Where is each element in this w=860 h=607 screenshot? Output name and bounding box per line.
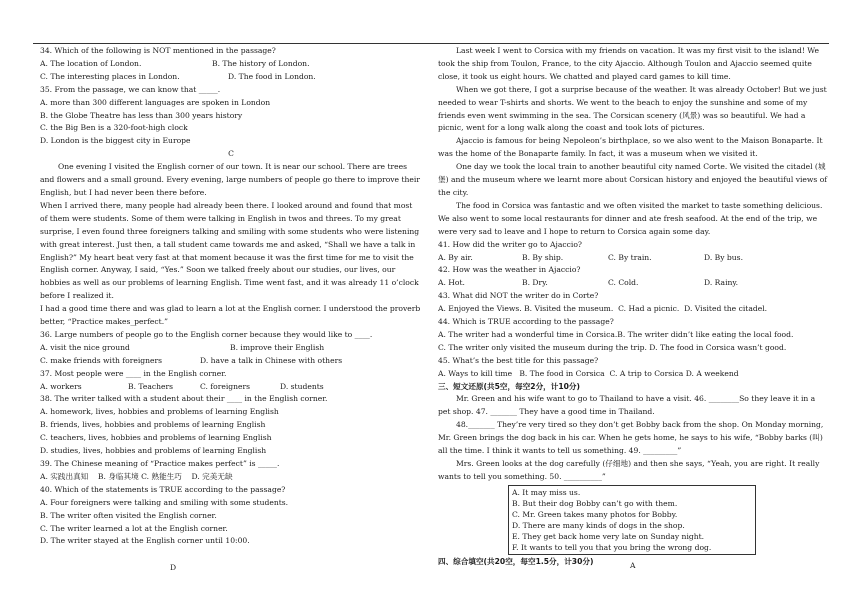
box-option-b: B. But their dog Bobby can’t go with them. [512,498,678,508]
passage-c-paragraph-1: One evening I visited the English corner of our town. It is near our school. There are trees and flowers and a small ground. Every evening, large numbers of people go there to improve their English, but I had never been there before. [40,162,420,197]
q41-option-b: B. By ship. [522,252,564,262]
q42-option-a: A. Hot. [438,278,465,288]
section-c-heading: C [228,149,234,159]
box-option-f: F. It wants to tell you that you bring the wrong dog. [512,542,712,552]
section-d-heading: D [170,563,177,572]
q40-option-b: B. The writer often visited the English corner. [40,510,217,520]
passage-d-paragraph-3: Ajaccio is famous for being Nepoleon’s birthplace, so we also went to the Maison Bonaparte. It was the home of the Bonaparte family. In fact, it was a museum when we visited it. [438,136,823,159]
box-option-a: A. It may miss us. [512,487,581,497]
q38-option-a: A. homework, lives, hobbies and problems of learning English [40,407,279,417]
q42-stem: 42. How was the weather in Ajaccio? [438,265,581,275]
q38-option-c: C. teachers, lives, hobbies and problems of learning English [40,433,272,443]
q41-option-c: C. By train. [608,252,652,262]
passage-c-paragraph-2: When I arrived there, many people had already been there. I looked around and found that most of them were students. Some of them were talking in English in twos and threes. To my great surprise, I even found three foreigners talking and smiling with some students who were listening with great interest. Just then, a tall student came towards me and asked, “Shall we have a talk in English?” My heart beat very fast at that moment because it was the first time for me to visit the English corner. Anyway, I said, “Yes.” Soon we talked freely about our studies, our lives, our hobbies as well as our problems of learning English. Time went fast, and it was already 11 o’clock before I realized it. [40,200,420,301]
q40-option-d: D. The writer stayed at the English corner until 10:00. [40,536,250,546]
q37-option-d: D. students [280,381,324,391]
q34-options-cd [40,71,422,84]
q41-option-a: A. By air. [438,252,473,262]
q38-option-d: D. studies, lives, hobbies and problems of learning English [40,446,267,456]
q40-stem: 40. Which of the statements is TRUE according to the passage? [40,484,286,494]
q36-option-a: A. visit the nice ground [40,342,130,352]
box-option-d: D. There are many kinds of dogs in the shop. [512,520,685,530]
q38-option-b: B. friends, lives, hobbies and problems of learning English [40,420,266,430]
q36-options-ab [40,342,422,355]
q36-option-d: D. have a talk in Chinese with others [200,355,343,365]
section-4-heading: 四、综合填空(共20空，每空1.5分，计30分) [438,556,594,566]
options-box [508,485,756,555]
q39-options: A. 实践出真知 B. 身临其境 C. 熟能生巧 D. 完美无缺 [40,471,233,481]
q36-option-c: C. make friends with foreigners [40,355,163,365]
left-column [40,45,422,548]
box-option-e: E. They get back home very late on Sunday night. [512,531,705,541]
q34-option-d: D. The food in London. [228,71,316,81]
passage-d-paragraph-2: When we got there, I got a surprise because of the weather. It was already October! But we just needed to wear T-shirts and shorts. We went to the beach to enjoy the sunshine and some of my friends even went swimming in the sea. The Corsican scenery (风景) was so beautiful. We had a picnic, went for a long walk along the coast and took lots of pictures. [438,84,827,133]
q41-option-d: D. By bus. [704,252,743,262]
passage-d-paragraph-1: Last week I went to Corsica with my friends on vacation. It was my first visit to the island! We took the ship from Toulon, France, to the city Ajaccio. Although Toulon and Ajaccio seemed quite close, it took us eight hours. We chatted and played card games to kill time. [438,46,819,81]
q34-options-ab [40,58,422,71]
q36-stem: 36. Large numbers of people go to the English corner because they would like to ____. [40,329,373,339]
passage-d-paragraph-5: The food in Corsica was fantastic and we often visited the market to taste something delicious. We also went to some local restaurants for dinner and ate fresh seafood. At the end of the trip, we were very sad to leave and I hope to return to Corsica again some day. [438,200,823,236]
q41-options [438,252,830,265]
q42-option-c: C. Cold. [608,278,639,288]
q37-options [40,381,422,394]
q40-option-c: C. The writer learned a lot at the English corner. [40,523,228,533]
q35-stem: 35. From the passage, we can know that _____. [40,84,221,94]
q44-options-ab: A. The writer had a wonderful time in Corsica.B. The writer didn’t like eating the local food. [438,329,794,339]
box-option-c: C. Mr. Green takes many photos for Bobby. [512,509,678,519]
q43-stem: 43. What did NOT the writer do in Corte? [438,291,599,301]
section-4-letter: A [630,561,636,570]
section-3-paragraph-1: Mr. Green and his wife want to go to Thailand to have a visit. 46. ________So they leave it in a pet shop. 47. _______ They have a good time in Thailand. [438,394,816,417]
q37-option-a: A. workers [40,381,82,391]
q37-option-c: C. foreigners [200,381,251,391]
q37-option-b: B. Teachers [128,381,174,391]
q44-stem: 44. Which is TRUE according to the passage? [438,317,614,327]
q45-options: A. Ways to kill time B. The food in Corsica C. A trip to Corsica D. A weekend [438,368,739,378]
q42-options [438,277,830,290]
q34-option-b: B. The history of London. [212,58,310,68]
q34-option-c: C. The interesting places in London. [40,71,180,81]
q45-stem: 45. What’s the best title for this passage? [438,355,599,365]
q40-option-a: A. Four foreigners were talking and smiling with some students. [40,497,289,507]
q35-option-a: A. more than 300 different languages are spoken in London [40,97,271,107]
header-rule [33,43,829,44]
q42-option-d: D. Rainy. [704,278,739,288]
q41-stem: 41. How did the writer go to Ajaccio? [438,239,582,249]
q44-options-cd: C. The writer only visited the museum during the trip. D. The food in Corsica wasn’t good. [438,342,787,352]
q35-option-b: B. the Globe Theatre has less than 300 years history [40,110,243,120]
passage-c-paragraph-3: I had a good time there and was glad to learn a lot at the English corner. I understood the proverb better, “Practice makes_perfect.” [40,304,421,327]
q36-option-b: B. improve their English [230,342,325,352]
q39-stem: 39. The Chinese meaning of “Practice makes perfect” is _____. [40,459,280,468]
q43-options: A. Enjoyed the Views. B. Visited the museum. C. Had a picnic. D. Visited the citadel. [438,304,768,314]
q37-stem: 37. Most people were ____ in the English corner. [40,368,227,378]
section-3-paragraph-2: 48._______ They’re very tired so they don’t get Bobby back from the shop. On Monday morning, Mr. Green brings the dog back in his car. When he gets home, he says to his wife, “Bobby barks (叫) all the time. I think it wants to tell us something. 49. _________” [438,420,824,456]
q38-stem: 38. The writer talked with a student about their ____ in the English corner. [40,394,328,404]
q34-option-a: A. The location of London. [40,58,142,68]
section-3-paragraph-3: Mrs. Green looks at the dog carefully (仔细地) and then she says, “Yeah, you are right. It really wants to tell you something. 50. __________” [438,459,820,481]
section-3-heading: 三、短文还原(共5空，每空2分，计10分) [438,381,580,391]
q35-option-d: D. London is the biggest city in Europe [40,136,191,146]
right-column [438,45,830,569]
q34-stem: 34. Which of the following is NOT mentioned in the passage? [40,46,276,55]
passage-d-paragraph-4: One day we took the local train to another beautiful city named Corte. We visited the citadel (城堡) and the museum where we learnt more about Corsican history and enjoyed the beautiful views of the city. [438,162,828,197]
q42-option-b: B. Dry. [522,278,548,288]
q36-options-cd [40,355,422,368]
q35-option-c: C. the Big Ben is a 320-foot-high clock [40,123,188,133]
